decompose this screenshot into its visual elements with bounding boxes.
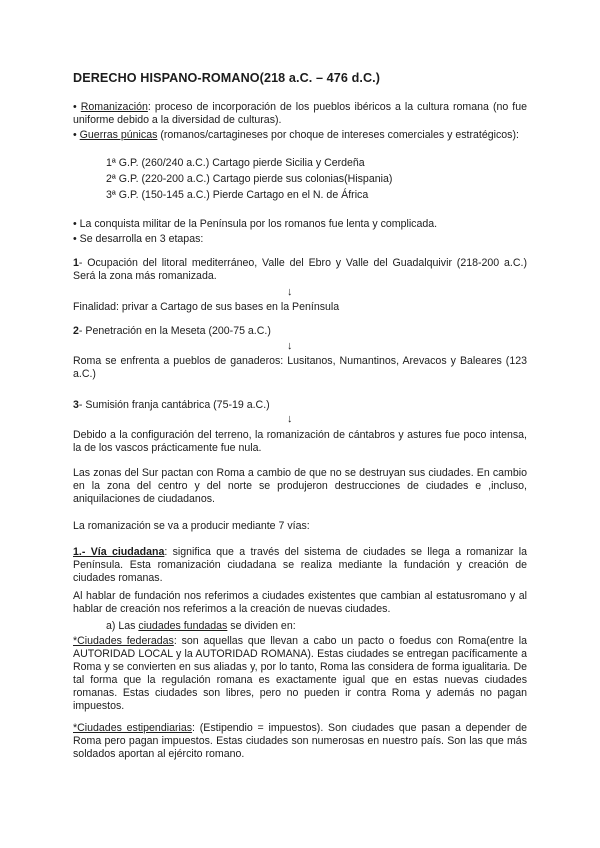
- federadas-paragraph: [73, 635, 527, 713]
- guerras-paragraph: [73, 129, 527, 142]
- conquest-line-2: • Se desarrolla en 3 etapas:: [73, 233, 204, 245]
- guerras-text: (romanos/cartagineses por choque de intereses comerciales y estratégicos):: [157, 129, 519, 141]
- stage-1-text: - Ocupación del litoral mediterráneo, Valle del Ebro y Valle del Guadalquivir (218-200 a.C.) Será la zona más romanizada.: [73, 257, 527, 282]
- sub-a: [106, 620, 296, 633]
- romanizacion-paragraph: [73, 101, 527, 127]
- stage-3-number: 3: [73, 399, 79, 411]
- stage-2: [73, 325, 271, 338]
- sub-a-suffix: se dividen en:: [227, 620, 296, 632]
- sub-a-term: ciudades fundadas: [138, 620, 228, 632]
- sub-a-prefix: a) Las: [106, 620, 139, 632]
- conquest-line-1: • La conquista militar de la Península por los romanos fue lenta y complicada.: [73, 218, 438, 230]
- punic-war-1: 1ª G.P. (260/240 a.C.) Cartago pierde Sicilia y Cerdeña: [106, 157, 365, 169]
- via-1-text: : significa que a través del sistema de ciudades se llega a romanizar la Península. Esta romanización ciudadana se realiza mediante la fundación y creación de ciudades romanas.: [73, 546, 528, 584]
- estipendiarias-text: : (Estipendio = impuestos). Son ciudades que pasan a depender de Roma pero pagan impuestos. Estas ciudades son numerosas en nuestro país. Son las que más soldados aportan al ejército romano.: [73, 722, 527, 760]
- stage-3: [73, 399, 270, 412]
- arrow-down-icon: ↓: [287, 413, 293, 425]
- punic-war-2: 2ª G.P. (220-200 a.C.) Cartago pierde sus colonias(Hispania): [106, 173, 393, 185]
- arrow-down-icon: ↓: [287, 286, 293, 298]
- bullet: •: [73, 101, 77, 113]
- via-1-heading: 1.- Vía ciudadana: [73, 546, 165, 558]
- stage-1-number: 1: [73, 257, 79, 269]
- via-1-text-2: Al hablar de fundación nos referimos a ciudades existentes que cambian al estatusromano y al hablar de creación nos referimos a la creación de nuevas ciudades.: [73, 590, 527, 615]
- via-1-paragraph: [73, 546, 527, 585]
- estipendiarias-paragraph: [73, 722, 527, 761]
- page-title: DERECHO HISPANO-ROMANO(218 a.C. – 476 d.C.): [73, 71, 381, 85]
- romanizacion-text: : proceso de incorporación de los pueblos ibéricos a la cultura romana (no fue uniforme debido a la diversidad de culturas).: [73, 101, 527, 126]
- estipendiarias-term: *Ciudades estipendiarias: [73, 722, 193, 734]
- guerras-term: Guerras púnicas: [79, 129, 158, 141]
- stage-1: [73, 257, 527, 283]
- stage-2-number: 2: [73, 325, 79, 337]
- federadas-term: *Ciudades federadas: [73, 635, 174, 647]
- stage-1-result: Finalidad: privar a Cartago de sus bases en la Península: [73, 301, 340, 313]
- bullet: •: [73, 129, 77, 141]
- stage-3-text: - Sumisión franja cantábrica (75-19 a.C.): [78, 399, 270, 411]
- stage-2-text: - Penetración en la Meseta (200-75 a.C.): [78, 325, 271, 337]
- south-paragraph: Las zonas del Sur pactan con Roma a cambio de que no se destruyan sus ciudades. En cambio en la zona del centro y del norte se produjeron destrucciones de ciudades e ,incluso, aniquilaciones de ciudadanos.: [73, 467, 527, 505]
- vias-intro: La romanización se va a producir mediante 7 vías:: [73, 520, 310, 532]
- stage-3-result: Debido a la configuración del terreno, la romanización de cántabros y astures fue poco intensa, la de los vascos prácticamente fue nula.: [73, 429, 527, 454]
- punic-war-3: 3ª G.P. (150-145 a.C.) Pierde Cartago en el N. de África: [106, 189, 369, 201]
- arrow-down-icon: ↓: [287, 340, 293, 352]
- federadas-text: : son aquellas que llevan a cabo un pacto o foedus con Roma(entre la AUTORIDAD LOCAL y la AUTORIDAD ROMANA). Estas ciudades se entregan pacíficamente a Roma y se convierten en sus aliadas y, por lo tanto, Roma las considera de forma igualitaria. De tal forma que la regulación romana es exactamente igual que en estas nuevas ciudades romanas. Estas ciudades son libres, pero no pueden ir contra Roma y además no pagan impuestos.: [73, 635, 528, 712]
- romanizacion-term: Romanización: [80, 101, 148, 113]
- stage-2-result: Roma se enfrenta a pueblos de ganaderos: Lusitanos, Numantinos, Arevacos y Baleares (123 a.C.): [73, 355, 527, 380]
